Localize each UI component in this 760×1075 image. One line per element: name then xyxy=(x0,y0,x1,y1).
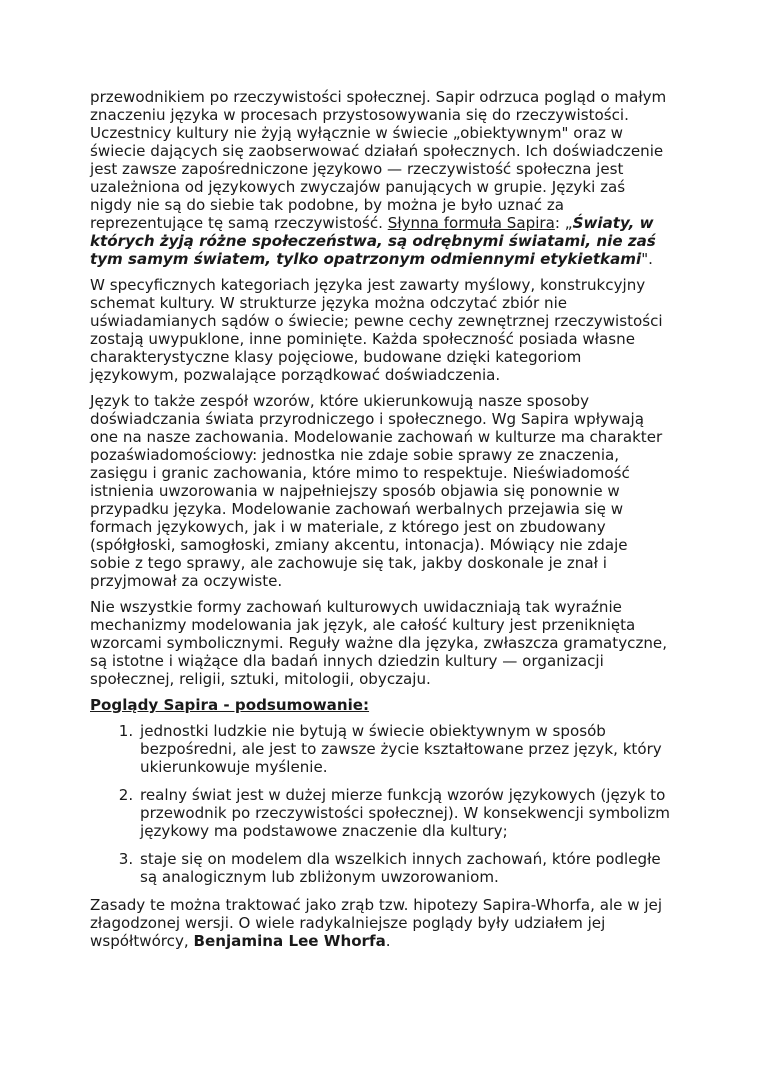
paragraph-1-text: przewodnikiem po rzeczywistości społecznej. Sapir odrzuca pogląd o małym znaczeniu języka w procesach przystosowywania się do rzeczywistości. Uczestnicy kultury nie żyją wyłącznie w świecie „obiektywnym" oraz w świecie dających się zaobserwować działań społecznych. Ich doświadczenie jest zawsze zapośredniczone językowo — rzeczywistość społeczna jest uzależniona od językowych zwyczajów panujących w grupie. Języki zaś nigdy nie są do siebie tak podobne, by można je było uznać za reprezentujące tę samą rzeczywistość. xyxy=(90,88,667,232)
whorf-name: Benjamina Lee Whorfa xyxy=(193,932,386,950)
summary-list xyxy=(90,722,670,886)
paragraph-1 xyxy=(90,88,670,268)
paragraph-5-end: . xyxy=(385,932,391,950)
paragraph-4: Nie wszystkie formy zachowań kulturowych uwidaczniają tak wyraźnie mechanizmy modelowania jak język, ale całość kultury jest przeniknięta wzorcami symbolicznymi. Reguły ważne dla języka, zwłaszcza gramatyczne, są istotne i wiążące dla badań innych dziedzin kultury — organizacji społecznej, religii, sztuki, mitologii, obyczaju. xyxy=(90,598,668,688)
list-item: 1. jednostki ludzkie nie bytują w świecie obiektywnym w sposób bezpośredni, ale jest to zawsze życie kształtowane przez język, który ukierunkowuje myślenie. xyxy=(138,722,670,776)
summary-heading: Poglądy Sapira - podsumowanie: xyxy=(90,696,370,714)
paragraph-1-colon: : „ xyxy=(554,214,573,232)
paragraph-5 xyxy=(90,896,670,950)
list-item: 2. realny świat jest w dużej mierze funkcją wzorów językowych (język to przewodnik po rzeczywistości społecznej). W konsekwencji symbolizm językowy ma podstawowe znaczenie dla kultury; xyxy=(138,786,670,840)
sapir-quote: Światy, w których żyją różne społeczeństwa, są odrębnymi światami, nie zaś tym samym światem, tylko opatrzonym odmiennymi etykietkami xyxy=(90,214,656,268)
paragraph-3: Język to także zespół wzorów, które ukierunkowują nasze sposoby doświadczania świata przyrodniczego i społecznego. Wg Sapira wpływają one na nasze zachowania. Modelowanie zachowań w kulturze ma charakter pozaświadomościowy: jednostka nie zdaje sobie sprawy ze znaczenia, zasięgu i granic zachowania, które mimo to respektuje. Nieświadomość istnienia uwzorowania w najpełniejszy sposób objawia się ponownie w przypadku języka. Modelowanie zachowań werbalnych przejawia się w formach językowych, jak i w materiale, z którego jest on zbudowany (spółgłoski, samogłoski, zmiany akcentu, intonacja). Mówiący nie zdaje sobie z tego sprawy, ale zachowuje się tak, jakby doskonale je znał i przyjmował za oczywiste. xyxy=(90,392,663,590)
paragraph-5-text: Zasady te można traktować jako zrąb tzw. hipotezy Sapira-Whorfa, ale w jej złagodzonej wersji. O wiele radykalniejsze poglądy były udziałem jej współtwórcy, xyxy=(90,896,663,950)
famous-formula-link[interactable]: Słynna formuła Sapira xyxy=(387,214,555,232)
list-item: 3. staje się on modelem dla wszelkich innych zachowań, które podległe są analogicznym lub zbliżonym uwzorowaniom. xyxy=(138,850,670,886)
paragraph-1-end: ". xyxy=(641,250,653,268)
paragraph-2: W specyficznych kategoriach języka jest zawarty myślowy, konstrukcyjny schemat kultury. W strukturze języka można odczytać zbiór nie uświadamianych sądów o świecie; pewne cechy zewnętrznej rzeczywistości zostają uwypuklone, inne pominięte. Każda społeczność posiada własne charakterystyczne klasy pojęciowe, budowane dzięki kategoriom językowym, pozwalające porządkować doświadczenia. xyxy=(90,276,663,384)
